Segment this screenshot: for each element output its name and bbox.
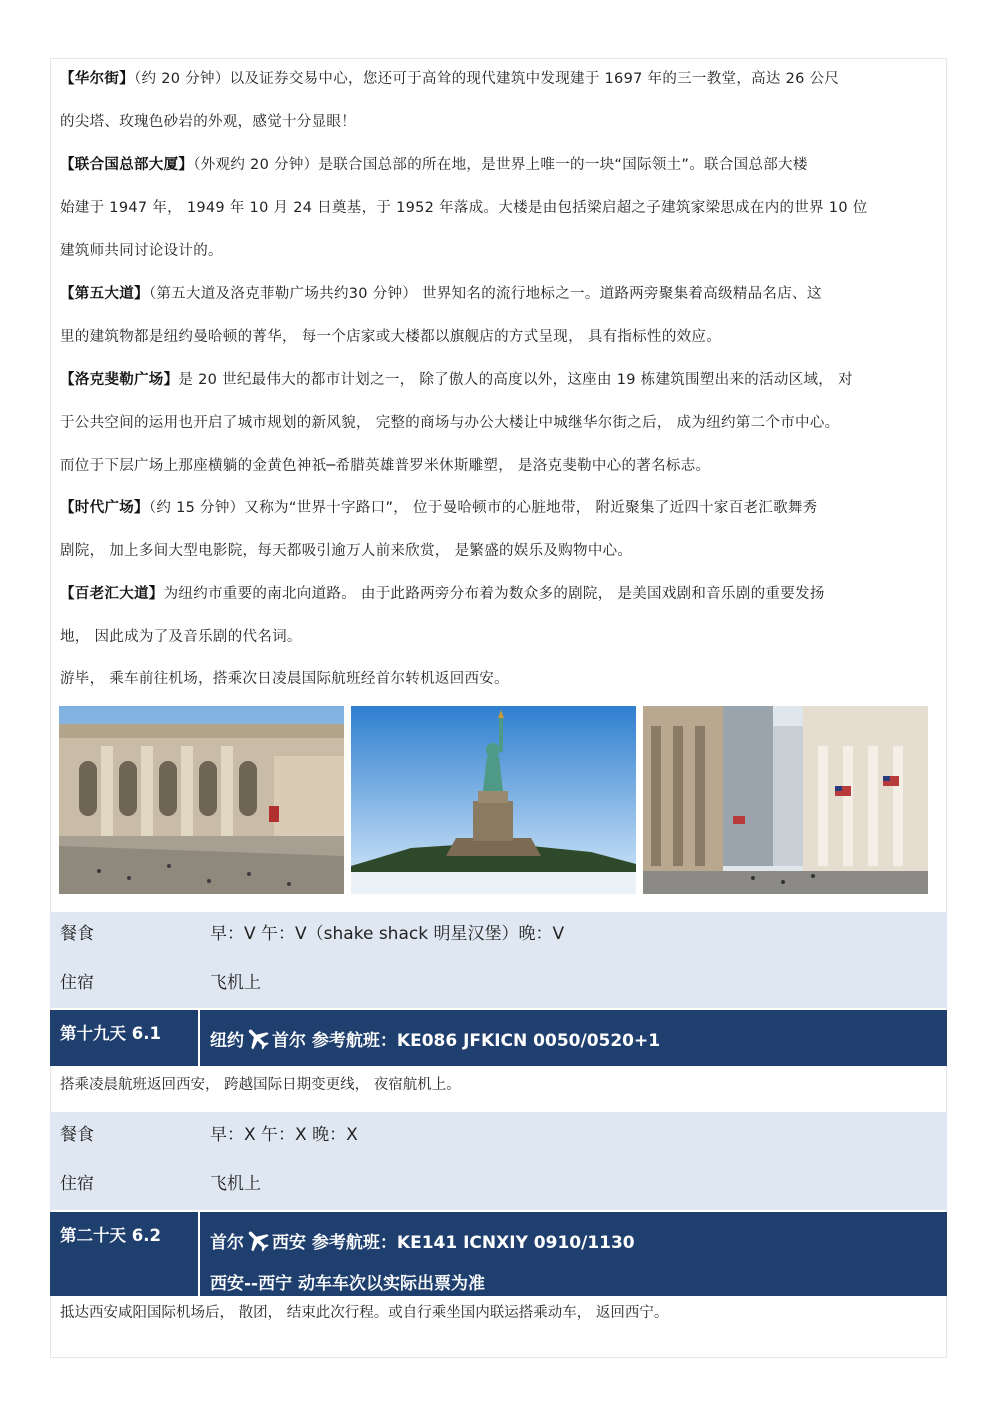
- un-text-1: （外观约 20 分钟）是联合国总部的所在地，是世界上唯一的一块“国际领土”。联合国总部大楼: [193, 157, 808, 173]
- day20-train: 西安--西宁 动车车次以实际出票为准: [210, 1274, 486, 1294]
- wallstreet-paragraph: [60, 58, 940, 144]
- stay-label: 住宿: [60, 973, 94, 993]
- fifth-avenue-text-2: 里的建筑物都是纽约曼哈顿的菁华， 每一个店家或大楼都以旗舰店的方式呈现， 具有指标性的效应。: [60, 329, 722, 345]
- times-square-text-1: （约 15 分钟）又称为“世界十字路口”， 位于曼哈顿市的心脏地带， 附近聚集了近四十家百老汇歌舞秀: [148, 500, 818, 516]
- un-text-2: 始建于 1947 年， 1949 年 10 月 24 日奠基，于 1952 年落成。大楼是由包括梁启超之子建筑家梁思成在内的世界 10 位: [60, 200, 868, 216]
- day20-note: 抵达西安咸阳国际机场后， 散团， 结束此次行程。或自行乘坐国内联运搭乘动车， 返回西宁。: [60, 1305, 669, 1321]
- stay-label: 住宿: [60, 1174, 94, 1194]
- broadway-paragraph: [60, 573, 940, 659]
- stay-value: 飞机上: [210, 1174, 261, 1194]
- day19-from: 纽约: [210, 1031, 244, 1051]
- airplane-icon: [244, 1024, 272, 1052]
- rockefeller-title: 【洛克斐勒广场】: [60, 372, 179, 388]
- broadway-text-2: 地， 因此成为了及音乐剧的代名词。: [60, 629, 302, 645]
- day20-flight: 西安 参考航班：KE141 ICNXIY 0910/1130: [272, 1233, 635, 1253]
- broadway-text-1: 为纽约市重要的南北向道路。 由于此路两旁分布着为数众多的剧院， 是美国戏剧和音乐剧的重要发扬: [163, 586, 825, 602]
- fifth-avenue-text-1: （第五大道及洛克菲勒广场共约30 分钟） 世界知名的流行地标之一。道路两旁聚集着高级精品名店、这: [148, 286, 822, 302]
- meal-label: 餐食: [60, 924, 94, 944]
- airplane-icon: [244, 1226, 272, 1254]
- stay-value: 飞机上: [210, 973, 261, 993]
- end-text: 游毕， 乘车前往机场，搭乘次日凌晨国际航班经首尔转机返回西安。: [60, 671, 509, 687]
- fifth-avenue-title: 【第五大道】: [60, 286, 149, 302]
- rockefeller-text-2: 于公共空间的运用也开启了城市规划的新风貌， 完整的商场与办公大楼让中城继华尔街之后， 成为纽约第二个市中心。: [60, 415, 840, 431]
- meal-value: 早：X 午：X 晚：X: [210, 1125, 358, 1145]
- meals-block-day18: [50, 912, 947, 1008]
- wallstreet-text-1: （约 20 分钟）以及证券交易中心，您还可于高耸的现代建筑中发现建于 1697 年的三一教堂，高达 26 公尺: [134, 71, 840, 87]
- times-square-title: 【时代广场】: [60, 500, 149, 516]
- un-paragraph: [60, 144, 940, 273]
- day20-route: [210, 1226, 635, 1254]
- day19-route: [210, 1024, 660, 1052]
- day19-flight: 首尔 参考航班：KE086 JFKICN 0050/0520+1: [272, 1031, 661, 1051]
- day19-divider: [198, 1010, 200, 1066]
- meals-block-day19: [50, 1112, 947, 1210]
- wallstreet-title: 【华尔街】: [60, 71, 134, 87]
- day20-header: [50, 1212, 947, 1296]
- un-title: 【联合国总部大厦】: [60, 157, 194, 173]
- day19-label: 第十九天 6.1: [60, 1024, 161, 1043]
- statue-of-liberty-photo: [351, 706, 636, 894]
- rockefeller-text-1: 是 20 世纪最伟大的都市计划之一， 除了傲人的高度以外，这座由 19 栋建筑围塑出来的活动区域， 对: [178, 372, 853, 388]
- fifth-avenue-paragraph: [60, 273, 940, 359]
- wall-street-photo: [643, 706, 928, 894]
- day20-label: 第二十天 6.2: [60, 1226, 161, 1245]
- meal-label: 餐食: [60, 1125, 94, 1145]
- rockefeller-text-3: 而位于下层广场上那座横躺的金黄色神祇─希腊英雄普罗米休斯雕塑， 是洛克斐勒中心的著名标志。: [60, 458, 711, 474]
- day20-divider: [198, 1212, 200, 1296]
- rockefeller-paragraph: [60, 359, 940, 488]
- museum-photo: [59, 706, 344, 894]
- day19-header: [50, 1010, 947, 1066]
- times-square-text-2: 剧院， 加上多间大型电影院，每天都吸引逾万人前来欣赏， 是繁盛的娱乐及购物中心。: [60, 543, 633, 559]
- end-paragraph: [60, 658, 940, 701]
- day19-note: 搭乘凌晨航班返回西安， 跨越国际日期变更线， 夜宿航机上。: [60, 1077, 461, 1093]
- day20-from: 首尔: [210, 1233, 244, 1253]
- un-text-3: 建筑师共同讨论设计的。: [60, 243, 223, 259]
- broadway-title: 【百老汇大道】: [60, 586, 164, 602]
- wallstreet-text-2: 的尖塔、玫瑰色砂岩的外观，感觉十分显眼！: [60, 114, 356, 130]
- meal-value: 早：V 午：V（shake shack 明星汉堡）晚：V: [210, 924, 565, 944]
- times-square-paragraph: [60, 487, 940, 573]
